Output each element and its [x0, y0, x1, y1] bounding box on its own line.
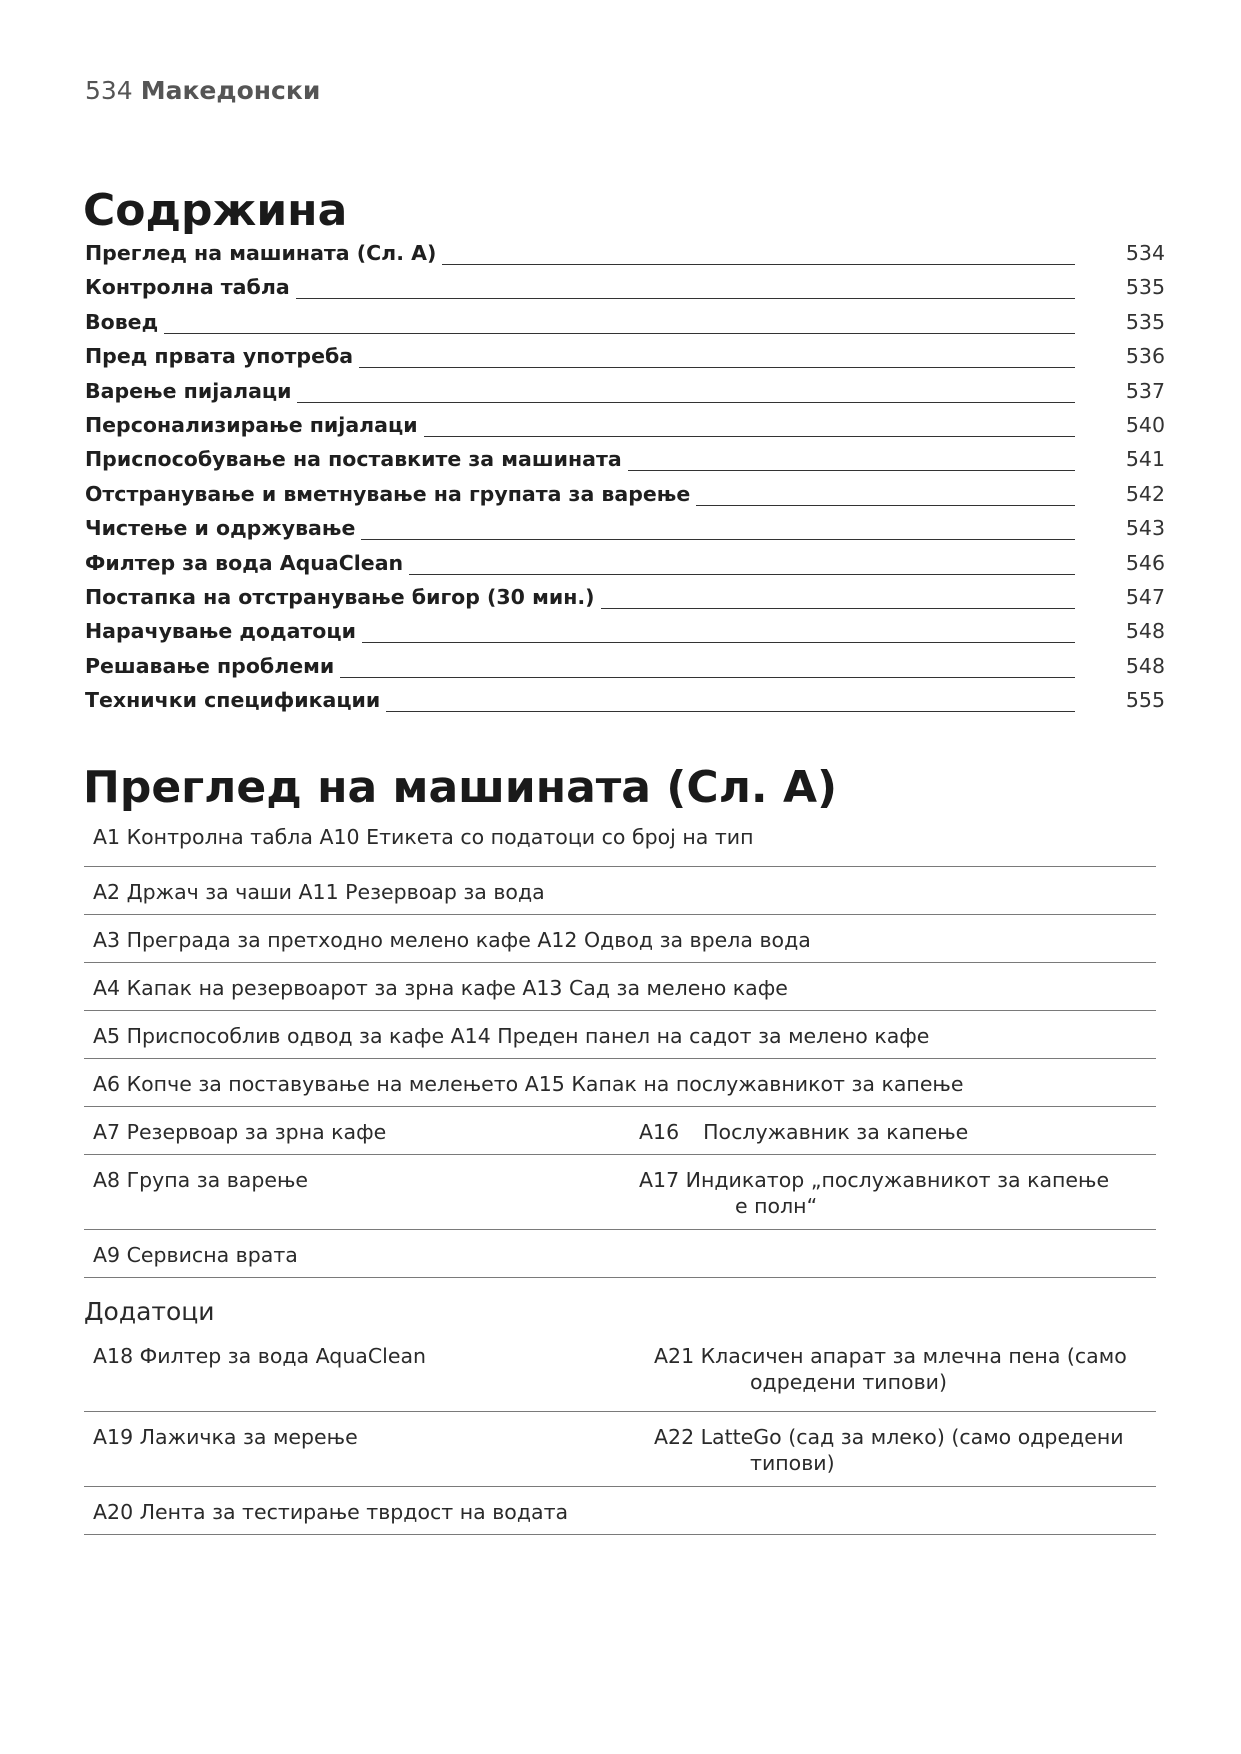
table-row — [84, 867, 1156, 915]
toc-entry-page: 548 — [1125, 619, 1165, 644]
part-cell: A4 Капак на резервоарот за зрна кафе A13 Сад за мелено кафе — [93, 976, 788, 1000]
toc-entry[interactable] — [85, 340, 1165, 374]
toc-title: Содржина — [83, 185, 348, 236]
accessory-text-line: одредени типови) — [750, 1370, 947, 1394]
accessories-title: Додатоци — [84, 1297, 215, 1326]
part-text-line: A17 Индикатор „послужавникот за капење — [639, 1168, 1110, 1192]
accessory-text-line: A21 Класичен апарат за млечна пена (само — [654, 1344, 1127, 1368]
toc-entry[interactable] — [85, 684, 1165, 718]
toc-entry-title: Чистење и одржување — [85, 516, 361, 540]
table-row — [84, 818, 1156, 867]
toc-entry-page: 541 — [1125, 447, 1165, 472]
section-title: Преглед на машината (Сл. А) — [83, 762, 838, 813]
page-number: 534 — [85, 76, 133, 105]
toc-entry-page: 547 — [1125, 584, 1165, 609]
toc-entry-title: Постапка на отстранување бигор (30 мин.) — [85, 585, 601, 609]
toc-entry-title: Решавање проблеми — [85, 654, 340, 678]
toc-leader — [85, 333, 1075, 334]
toc-entry-title: Технички спецификации — [85, 688, 386, 712]
toc-entry[interactable] — [85, 375, 1165, 409]
toc-entry-page: 535 — [1125, 309, 1165, 334]
toc-entry-page: 537 — [1125, 378, 1165, 403]
toc-entry[interactable] — [85, 547, 1165, 581]
table-row — [84, 963, 1156, 1011]
table-row — [84, 1107, 1156, 1155]
part-text-line: е полн“ — [735, 1194, 818, 1218]
toc-entry-page: 543 — [1125, 516, 1165, 541]
toc-entry-title: Персонализирање пијалаци — [85, 413, 424, 437]
table-row — [84, 1487, 1156, 1535]
toc-entry-title: Вовед — [85, 310, 164, 334]
part-cell: A5 Приспособлив одвод за кафе A14 Преден панел на садот за мелено кафе — [93, 1024, 930, 1048]
page-header — [85, 76, 320, 105]
machine-parts-table — [84, 818, 1156, 1278]
toc-entry[interactable] — [85, 306, 1165, 340]
language-label: Македонски — [140, 76, 321, 105]
toc-entry-title: Пред првата употреба — [85, 344, 359, 368]
toc-entry-page: 536 — [1125, 344, 1165, 369]
accessory-cell: A19 Лажичка за мерење — [93, 1425, 358, 1449]
toc-entry[interactable] — [85, 237, 1165, 271]
table-row — [84, 1155, 1156, 1230]
toc-entry-title: Филтер за вода AquaClean — [85, 551, 409, 575]
toc-entry-page: 540 — [1125, 412, 1165, 437]
part-cell: A8 Група за варење — [93, 1168, 308, 1192]
table-row — [84, 915, 1156, 963]
accessory-text-line: типови) — [750, 1451, 835, 1475]
toc-entry[interactable] — [85, 478, 1165, 512]
toc-entry-page: 542 — [1125, 481, 1165, 506]
accessory-cell-right — [654, 1424, 1124, 1476]
table-row — [84, 1011, 1156, 1059]
part-cell-right — [639, 1167, 1109, 1219]
toc-entry[interactable] — [85, 409, 1165, 443]
table-row — [84, 1230, 1156, 1278]
table-row — [84, 1059, 1156, 1107]
part-cell: A9 Сервисна врата — [93, 1243, 298, 1267]
accessory-text-line: A22 LatteGo (сад за млеко) (само одредени — [654, 1425, 1124, 1449]
toc-entry-title: Приспособување на поставките за машината — [85, 447, 628, 471]
table-row — [84, 1337, 1156, 1412]
toc-entry-page: 548 — [1125, 653, 1165, 678]
toc-entry[interactable] — [85, 615, 1165, 649]
accessories-table — [84, 1337, 1156, 1535]
toc-entry-title: Преглед на машината (Сл. А) — [85, 241, 442, 265]
toc-entry-page: 534 — [1125, 241, 1165, 265]
part-cell: A2 Држач за чаши A11 Резервоар за вода — [93, 880, 545, 904]
toc-entry-page: 535 — [1125, 275, 1165, 300]
toc-entry[interactable] — [85, 271, 1165, 305]
table-of-contents — [85, 237, 1165, 718]
part-cell: A6 Копче за поставување на мелењето A15 Капак на послужавникот за капење — [93, 1072, 964, 1096]
part-cell-right — [639, 1119, 968, 1145]
part-cell: A3 Преграда за претходно мелено кафе A12 Одвод за врела вода — [93, 928, 811, 952]
toc-entry-title: Контролна табла — [85, 275, 296, 299]
accessory-cell-right — [654, 1343, 1127, 1395]
part-cell: A1 Контролна табла A10 Етикета со податоци со број на тип — [93, 825, 754, 849]
toc-entry[interactable] — [85, 650, 1165, 684]
toc-entry-page: 555 — [1125, 688, 1165, 713]
toc-entry[interactable] — [85, 443, 1165, 477]
toc-entry-title: Нарачување додатоци — [85, 619, 362, 643]
toc-entry[interactable] — [85, 512, 1165, 546]
toc-entry-title: Отстранување и вметнување на групата за варење — [85, 482, 696, 506]
toc-entry-title: Варење пијалаци — [85, 379, 297, 403]
accessory-cell: A20 Лента за тестирање тврдост на водата — [93, 1500, 569, 1524]
part-cell: A7 Резервоар за зрна кафе — [93, 1120, 387, 1144]
accessory-cell: A18 Филтер за вода AquaClean — [93, 1344, 427, 1368]
toc-entry[interactable] — [85, 581, 1165, 615]
part-name: Послужавник за капење — [703, 1120, 969, 1144]
table-row — [84, 1412, 1156, 1487]
toc-entry-page: 546 — [1125, 550, 1165, 575]
part-code: A16 — [639, 1120, 680, 1144]
